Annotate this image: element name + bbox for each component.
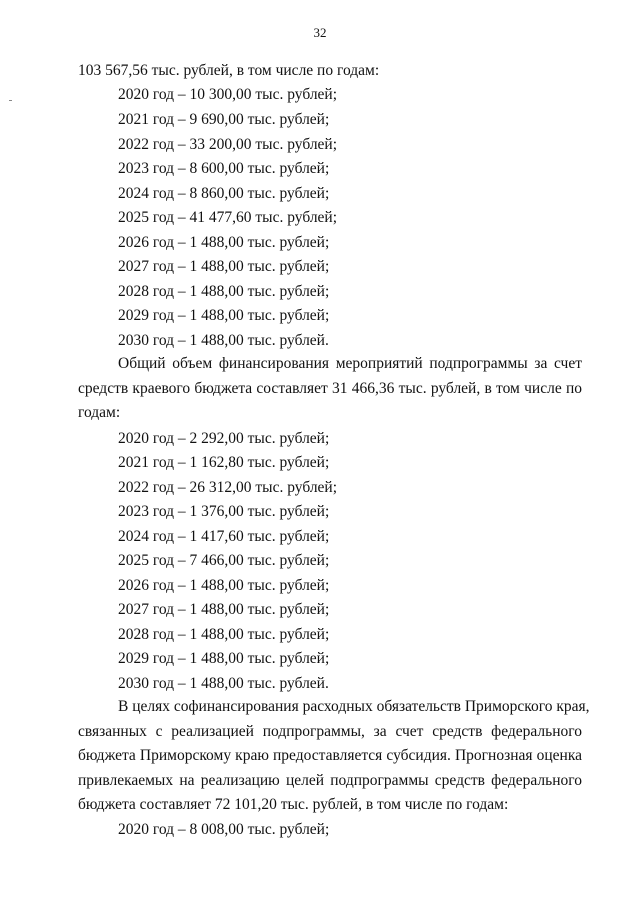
- text-line: 103 567,56 тыс. рублей, в том числе по годам:: [78, 62, 380, 79]
- paragraph-line: привлекаемых на реализацию целей подпрограммы средств федерального: [78, 772, 582, 789]
- year-line: 2028 год – 1 488,00 тыс. рублей;: [118, 283, 330, 300]
- paragraph-line: бюджета составляет 72 101,20 тыс. рублей, в том числе по годам:: [78, 796, 509, 813]
- year-line: 2024 год – 1 417,60 тыс. рублей;: [118, 528, 330, 545]
- year-line: 2020 год – 10 300,00 тыс. рублей;: [118, 86, 338, 103]
- year-line: 2027 год – 1 488,00 тыс. рублей;: [118, 258, 330, 275]
- year-line: 2021 год – 9 690,00 тыс. рублей;: [118, 111, 330, 128]
- year-line: 2029 год – 1 488,00 тыс. рублей;: [118, 650, 330, 667]
- year-line: 2021 год – 1 162,80 тыс. рублей;: [118, 454, 330, 471]
- year-line: 2027 год – 1 488,00 тыс. рублей;: [118, 601, 330, 618]
- year-line: 2026 год – 1 488,00 тыс. рублей;: [118, 577, 330, 594]
- paragraph-line: годам:: [78, 404, 121, 421]
- paragraph-line: Общий объем финансирования мероприятий подпрограммы за счет: [118, 355, 582, 372]
- year-line: 2029 год – 1 488,00 тыс. рублей;: [118, 307, 330, 324]
- paragraph-line: В целях софинансирования расходных обязательств Приморского края,: [118, 698, 590, 715]
- year-line: 2026 год – 1 488,00 тыс. рублей;: [118, 234, 330, 251]
- year-line: 2030 год – 1 488,00 тыс. рублей.: [118, 675, 329, 692]
- page-number: 32: [313, 25, 327, 40]
- year-line: 2020 год – 8 008,00 тыс. рублей;: [118, 821, 330, 838]
- paragraph-line: бюджета Приморскому краю предоставляется субсидия. Прогнозная оценка: [78, 747, 582, 764]
- year-line: 2025 год – 7 466,00 тыс. рублей;: [118, 552, 330, 569]
- year-line: 2022 год – 26 312,00 тыс. рублей;: [118, 479, 338, 496]
- year-line: 2022 год – 33 200,00 тыс. рублей;: [118, 136, 338, 153]
- year-line: 2028 год – 1 488,00 тыс. рублей;: [118, 626, 330, 643]
- year-line: 2020 год – 2 292,00 тыс. рублей;: [118, 430, 330, 447]
- year-line: 2030 год – 1 488,00 тыс. рублей.: [118, 332, 329, 349]
- year-line: 2024 год – 8 860,00 тыс. рублей;: [118, 185, 330, 202]
- scan-speck: [9, 100, 12, 101]
- paragraph-line: связанных с реализацией подпрограммы, за счет средств федерального: [78, 723, 582, 740]
- year-line: 2023 год – 8 600,00 тыс. рублей;: [118, 160, 330, 177]
- paragraph-line: средств краевого бюджета составляет 31 466,36 тыс. рублей, в том числе по: [78, 380, 582, 397]
- year-line: 2023 год – 1 376,00 тыс. рублей;: [118, 503, 330, 520]
- year-line: 2025 год – 41 477,60 тыс. рублей;: [118, 209, 338, 226]
